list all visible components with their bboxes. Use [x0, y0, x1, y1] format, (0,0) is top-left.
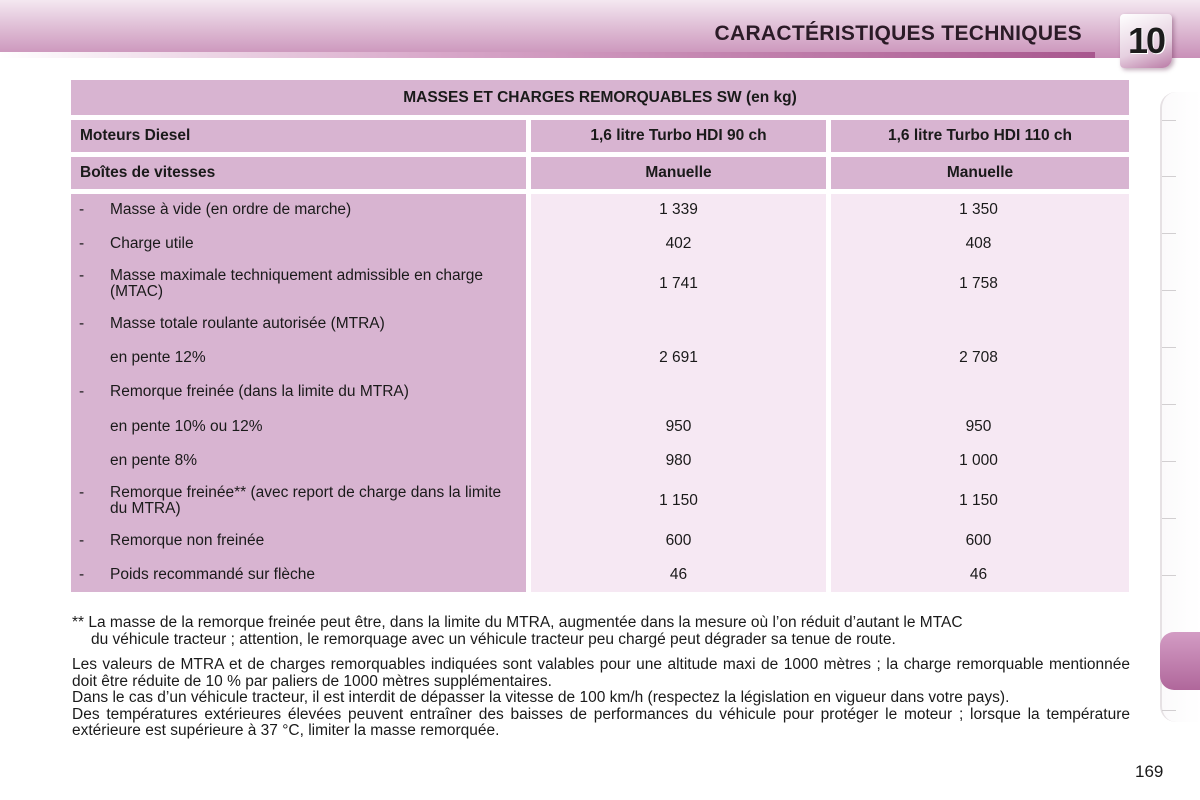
row-value-1: 950: [665, 418, 692, 435]
chapter-side-rail: [1160, 92, 1200, 722]
row-value-2: 1 350: [959, 201, 998, 218]
row-value-2: 46: [969, 566, 988, 583]
row-dash: -: [79, 315, 85, 332]
row-value-1: 980: [665, 452, 692, 469]
row-label: Remorque freinée (dans la limite du MTRA): [110, 383, 409, 400]
note-paragraph: Dans le cas d’un véhicule tracteur, il est interdit de dépasser la vitesse de 100 km/h (respectez la législation en vigueur dans votre pays).: [72, 689, 1010, 706]
side-tick: [1162, 120, 1176, 121]
side-tick: [1162, 290, 1176, 291]
row-label: Poids recommandé sur flèche: [110, 566, 316, 583]
note-paragraph: Les valeurs de MTRA et de charges remorquables indiquées sont valables pour une altitude maxi de 1000 mètres ; la charge remorquable mentionnée doit être réduite de 10 % par paliers de 1000 mètres supplémentaires.: [72, 656, 1130, 690]
footnote-line-1: ** La masse de la remorque freinée peut être, dans la limite du MTRA, augmentée dans la mesure où l’on réduit d’autant le MTAC: [72, 614, 963, 631]
row-dash: -: [79, 532, 85, 549]
row-value-2: 600: [965, 532, 992, 549]
row-value-2: 1 000: [959, 452, 998, 469]
row-value-2: 1 758: [959, 275, 998, 292]
row-value-1: 600: [665, 532, 692, 549]
side-tick: [1162, 710, 1176, 711]
row-value-1: 402: [665, 235, 692, 252]
row-label: Remorque freinée** (avec report de charge dans la limite du MTRA): [110, 484, 502, 517]
gearbox-column-2: Manuelle: [831, 157, 1129, 189]
row-label: Charge utile: [110, 235, 194, 252]
side-tick: [1162, 233, 1176, 234]
side-tick: [1162, 461, 1176, 462]
footnote-line-2: du véhicule tracteur ; attention, le remorquage avec un véhicule tracteur peu chargé peut dégrader sa tenue de route.: [91, 631, 896, 648]
row-label: Masse totale roulante autorisée (MTRA): [110, 315, 385, 332]
row-label: en pente 10% ou 12%: [110, 418, 263, 435]
row-dash: -: [79, 201, 85, 218]
section-title: CARACTÉRISTIQUES TECHNIQUES: [714, 22, 1082, 45]
side-tick: [1162, 575, 1176, 576]
row-label: Masse à vide (en ordre de marche): [110, 201, 352, 218]
row-value-2: 1 150: [959, 492, 998, 509]
row-dash: -: [79, 566, 85, 583]
table-title: MASSES ET CHARGES REMORQUABLES SW (en kg): [71, 80, 1129, 115]
row-label: Masse maximale techniquement admissible en charge (MTAC): [110, 267, 484, 300]
note-paragraph: Des températures extérieures élevées peuvent entraîner des baisses de performances du véhicule pour protéger le moteur ; lorsque la température extérieure est supérieure à 37 °C, limiter la masse remorquée.: [72, 705, 1130, 739]
row-label: en pente 8%: [110, 452, 198, 469]
engine-column-1: 1,6 litre Turbo HDI 90 ch: [531, 120, 826, 152]
notes-block: [72, 657, 1130, 740]
chapter-number: 10: [1127, 20, 1165, 61]
gearbox-column-1: Manuelle: [531, 157, 826, 189]
row-dash: -: [79, 267, 85, 284]
row-value-2: 408: [965, 235, 992, 252]
side-tick: [1162, 404, 1176, 405]
row-label: en pente 12%: [110, 349, 206, 366]
row-value-1: 2 691: [659, 349, 698, 366]
header-band-accent: [0, 52, 1095, 58]
row-value-1: 1 741: [659, 275, 698, 292]
row-value-2: 950: [965, 418, 992, 435]
engine-column-2: 1,6 litre Turbo HDI 110 ch: [831, 120, 1129, 152]
side-tick: [1162, 347, 1176, 348]
row-dash: -: [79, 383, 85, 400]
row-dash: -: [79, 484, 85, 501]
page-number: 169: [1135, 762, 1164, 781]
footnote: [72, 614, 1132, 648]
gearbox-header-label: Boîtes de vitesses: [71, 157, 526, 189]
row-value-1: 46: [669, 566, 688, 583]
chapter-tab[interactable]: [1120, 14, 1172, 68]
side-tick: [1162, 176, 1176, 177]
side-tick: [1162, 518, 1176, 519]
engine-header-label: Moteurs Diesel: [71, 120, 526, 152]
row-value-1: 1 339: [659, 201, 698, 218]
row-label: Remorque non freinée: [110, 532, 265, 549]
row-value-2: 2 708: [959, 349, 998, 366]
row-dash: -: [79, 235, 85, 252]
row-value-1: 1 150: [659, 492, 698, 509]
active-chapter-tab[interactable]: [1160, 632, 1200, 690]
